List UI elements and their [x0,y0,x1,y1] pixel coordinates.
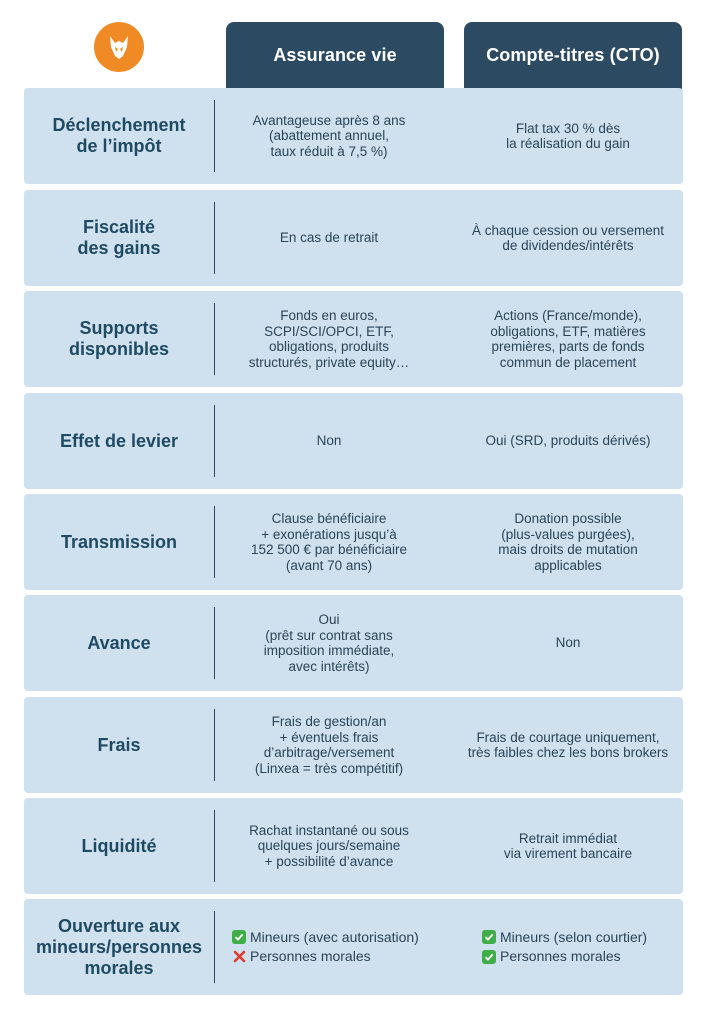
row-label: Effet de levier [59,430,179,451]
table-row [24,494,683,590]
cell-compte-titres: Flat tax 30 % dès la réalisation du gain [506,120,630,151]
item-text: Mineurs (avec autorisation) [250,928,419,945]
cell-assurance-vie: Avantageuse après 8 ans (abattement annuel, taux réduit à 7,5 %) [252,112,406,159]
item-text: Personnes morales [250,948,371,964]
list-item [232,930,419,946]
cell-compte-titres: Retrait immédiat via virement bancaire [503,830,633,861]
divider [214,911,215,983]
row-label: Ouverture aux mineurs/personnes morales [35,915,203,978]
cell-assurance-vie: Oui (prêt sur contrat sans imposition immédiate, avec intérêts) [263,612,395,674]
row-label: Liquidité [81,835,157,856]
cell-compte-titres: Non [555,635,581,651]
cell-assurance-vie: Non [316,433,342,449]
divider [214,607,215,679]
column-header-compte-titres: Compte-titres (CTO) [464,22,682,89]
cell-compte-titres: Oui (SRD, produits dérivés) [485,433,651,449]
list-item [482,930,647,946]
cell-assurance-vie: Rachat instantané ou sous quelques jours/semaine + possibilité d’avance [249,822,409,869]
check-icon [482,950,496,964]
check-icon [232,930,246,944]
divider [214,810,215,882]
cell-compte-titres: Actions (France/monde), obligations, ETF, matières premières, parts de fonds commun de placement [490,308,646,370]
table-row [24,595,683,691]
row-label: Fiscalité des gains [77,217,161,258]
item-text: Personnes morales [500,948,621,964]
cell-assurance-vie: Fonds en euros, SCPI/SCI/OPCI, ETF, obligations, produits structurés, private equity… [248,308,410,370]
cell-assurance-vie: En cas de retrait [279,230,379,246]
divider [214,303,215,375]
list-item [482,949,621,965]
cell-compte-titres: À chaque cession ou versement de dividendes/intérêts [471,222,665,253]
divider [214,709,215,781]
table-row [24,291,683,387]
table-row [24,697,683,793]
row-label: Frais [97,734,141,755]
item-text: Mineurs (selon courtier) [500,928,648,945]
table-row [24,798,683,894]
divider [214,202,215,274]
check-icon [482,930,496,944]
cell-compte-titres [454,899,682,995]
table-row [24,393,683,489]
row-label: Transmission [60,531,178,552]
column-header-assurance-vie: Assurance vie [226,22,444,89]
divider [214,506,215,578]
divider [214,405,215,477]
row-label: Avance [87,632,151,653]
cell-assurance-vie: Frais de gestion/an + éventuels frais d’arbitrage/versement (Linxea = très compétitif) [254,714,404,776]
table-row [24,190,683,286]
cross-icon [232,950,246,964]
row-label: Supports disponibles [68,318,169,359]
cell-compte-titres: Donation possible (plus-values purgées), mais droits de mutation applicables [498,511,638,573]
divider [214,100,215,172]
list-item [232,949,371,965]
cell-assurance-vie: Clause bénéficiaire + exonérations jusqu’à 152 500 € par bénéficiaire (avant 70 ans) [250,511,408,573]
row-label: Déclenchement de l’impôt [52,115,186,156]
cell-assurance-vie [220,899,438,995]
cell-compte-titres: Frais de courtage uniquement, très faibles chez les bons brokers [467,729,669,760]
table-row [24,88,683,184]
fox-logo-icon [94,22,144,72]
table-row [24,899,683,995]
